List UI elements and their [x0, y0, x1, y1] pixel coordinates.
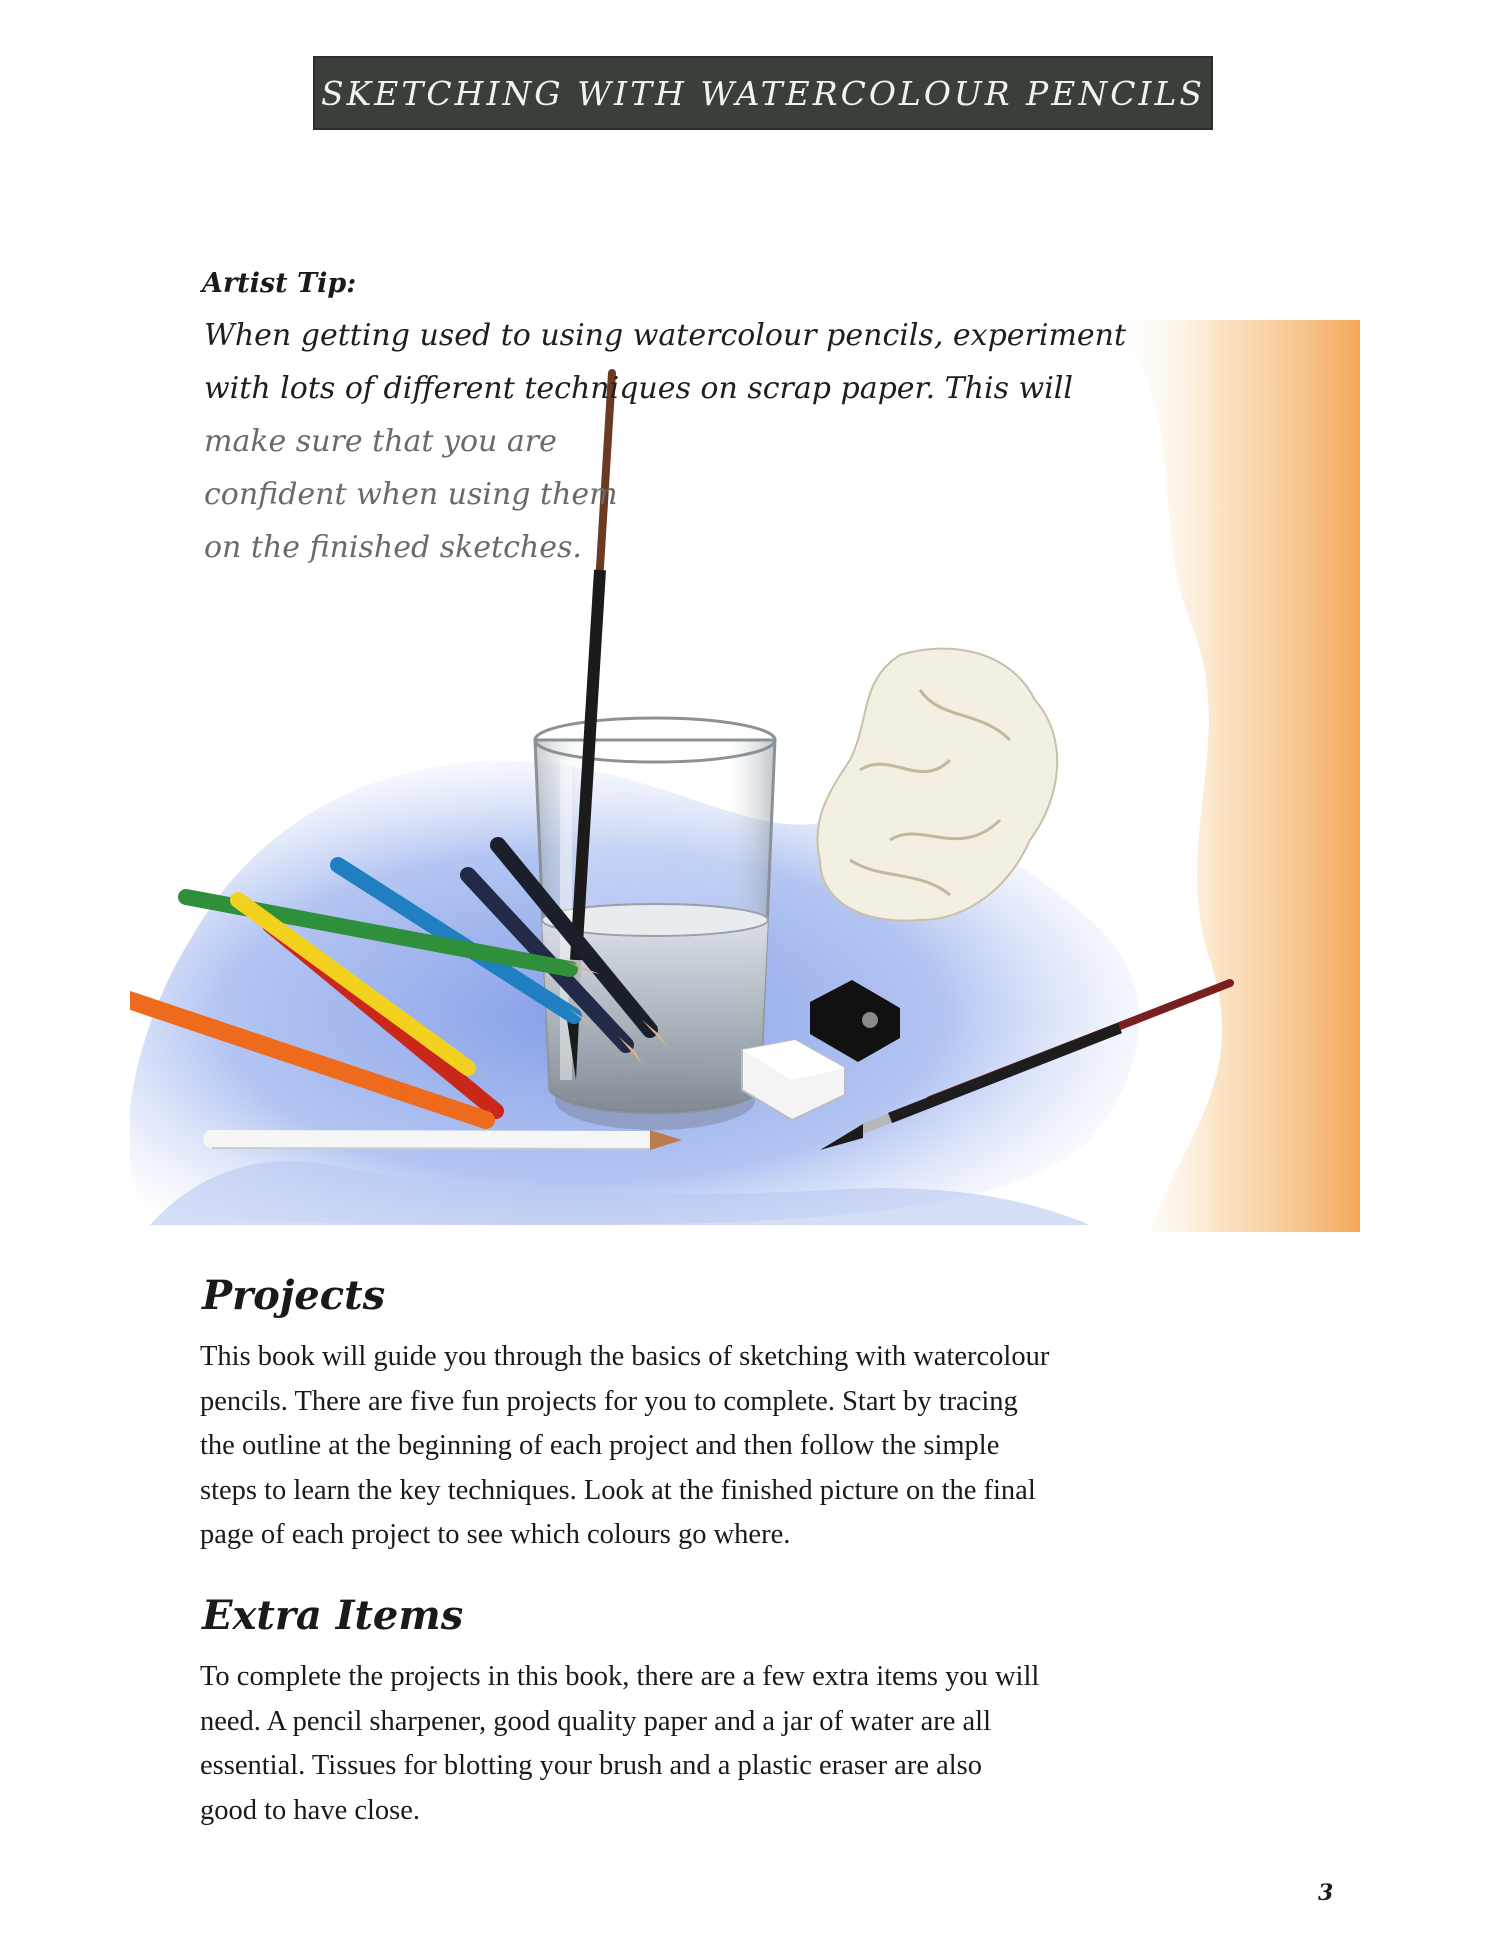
- projects-line: the outline at the beginning of each project and then follow the simple: [200, 1430, 1000, 1461]
- projects-line: steps to learn the key techniques. Look at the finished picture on the final: [200, 1474, 1036, 1506]
- extra-items-line: To complete the projects in this book, there are a few extra items you will: [200, 1661, 1040, 1692]
- extra-items-line: good to have close.: [200, 1794, 421, 1826]
- artist-tip-line: with lots of different techniques on scrap paper. This will: [204, 371, 1073, 406]
- artist-tip-line: When getting used to using watercolour pencils, experiment: [204, 318, 1127, 353]
- extra-items-line: essential. Tissues for blotting your brush and a plastic eraser are also: [200, 1750, 983, 1781]
- pencil-white: [212, 1130, 682, 1150]
- page-number: 3: [1318, 1880, 1334, 1906]
- artist-tip-line: on the finished sketches.: [204, 530, 582, 565]
- artist-tip-line: confident when using them: [204, 477, 618, 512]
- artist-tip-heading: Artist Tip:: [202, 268, 357, 299]
- projects-paragraph: [200, 1335, 1320, 1558]
- orange-wash: [1110, 320, 1360, 1232]
- projects-line: This book will guide you through the basics of sketching with watercolour: [200, 1341, 1050, 1372]
- projects-line: page of each project to see which colours go where.: [200, 1519, 791, 1550]
- extra-items-line: need. A pencil sharpener, good quality paper and a jar of water are all: [200, 1705, 991, 1737]
- chapter-title: SKETCHING WITH WATERCOLOUR PENCILS: [320, 73, 1206, 113]
- artist-tip-line: make sure that you are: [204, 424, 557, 459]
- extra-items-heading: Extra Items: [202, 1592, 464, 1639]
- projects-line: pencils. There are five fun projects for you to complete. Start by tracing: [200, 1385, 1018, 1417]
- extra-items-paragraph: [200, 1655, 1320, 1833]
- projects-heading: Projects: [202, 1272, 386, 1319]
- chapter-title-banner: [313, 56, 1213, 130]
